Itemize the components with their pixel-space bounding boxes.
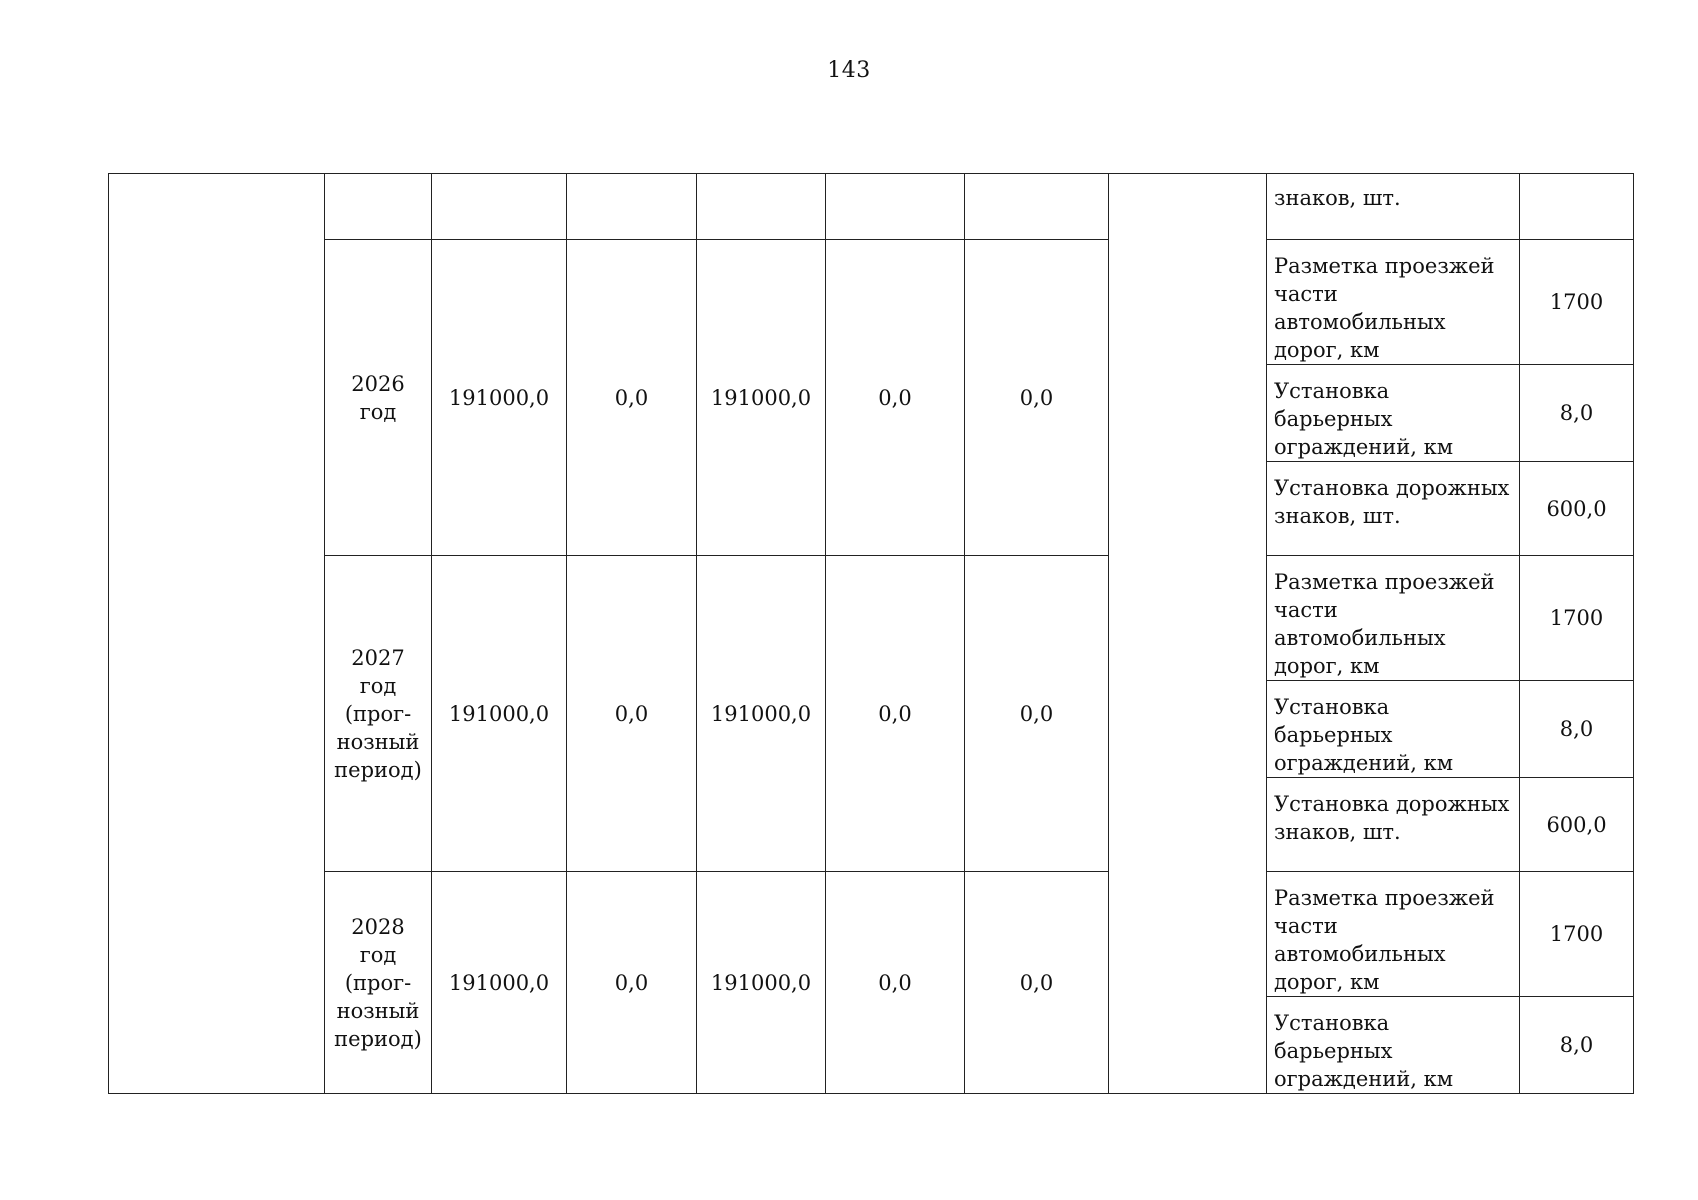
- cell-other: 0,0: [965, 240, 1109, 556]
- table-row-2026: [109, 240, 1634, 365]
- cell-empty: [325, 174, 432, 240]
- year-line: 2027: [351, 645, 405, 670]
- cell-year: [325, 872, 432, 1094]
- year-line: период): [334, 1026, 422, 1051]
- year-line: 2026: [351, 371, 405, 396]
- indicator-value: 1700: [1520, 556, 1634, 681]
- cell-local: 0,0: [826, 240, 965, 556]
- table-row-2027: [109, 556, 1634, 681]
- cell-other: 0,0: [965, 556, 1109, 872]
- indicator-label: Разметка проезжей части автомобильных дорог, км: [1267, 556, 1520, 681]
- indicator-value: 8,0: [1520, 681, 1634, 778]
- indicator-value: 8,0: [1520, 365, 1634, 462]
- cell-regional: 191000,0: [697, 240, 826, 556]
- indicator-value: 1700: [1520, 872, 1634, 997]
- indicator-value: 600,0: [1520, 778, 1634, 872]
- cell-empty: [826, 174, 965, 240]
- indicator-label: знаков, шт.: [1267, 174, 1520, 240]
- cell-local: 0,0: [826, 872, 965, 1094]
- year-line: год: [359, 673, 397, 698]
- indicator-label: Разметка проезжей части автомобильных дорог, км: [1267, 872, 1520, 997]
- cell-local: 0,0: [826, 556, 965, 872]
- indicator-label: Разметка проезжей части автомобильных дорог, км: [1267, 240, 1520, 365]
- cell-regional: 191000,0: [697, 872, 826, 1094]
- year-line: (прог-: [344, 701, 412, 726]
- cell-regional: 191000,0: [697, 556, 826, 872]
- cell-program-name: [109, 174, 325, 1094]
- year-line: период): [334, 757, 422, 782]
- indicator-label: Установка барьерных ограждений, км: [1267, 365, 1520, 462]
- budget-table: [108, 173, 1634, 1094]
- year-line: 2028: [351, 914, 405, 939]
- cell-year: [325, 556, 432, 872]
- indicator-label: Установка дорожных знаков, шт.: [1267, 778, 1520, 872]
- cell-federal: 0,0: [567, 872, 697, 1094]
- indicator-label: Установка барьерных ограждений, км: [1267, 997, 1520, 1094]
- cell-total: 191000,0: [432, 872, 567, 1094]
- table-row-continuation: [109, 174, 1634, 240]
- indicator-value: [1520, 174, 1634, 240]
- cell-empty: [965, 174, 1109, 240]
- page-number: 143: [827, 58, 871, 83]
- indicator-label: Установка барьерных ограждений, км: [1267, 681, 1520, 778]
- indicator-value: 1700: [1520, 240, 1634, 365]
- year-line: (прог-: [344, 970, 412, 995]
- year-line: нозный: [336, 998, 420, 1023]
- table-row-2028: [109, 872, 1634, 997]
- cell-executor: [1109, 174, 1267, 1094]
- year-line: нозный: [336, 729, 420, 754]
- indicator-value: 600,0: [1520, 462, 1634, 556]
- cell-total: 191000,0: [432, 240, 567, 556]
- cell-empty: [432, 174, 567, 240]
- cell-federal: 0,0: [567, 240, 697, 556]
- cell-federal: 0,0: [567, 556, 697, 872]
- cell-total: 191000,0: [432, 556, 567, 872]
- year-line: год: [359, 399, 397, 424]
- cell-empty: [697, 174, 826, 240]
- year-line: год: [359, 942, 397, 967]
- indicator-label: Установка дорожных знаков, шт.: [1267, 462, 1520, 556]
- cell-other: 0,0: [965, 872, 1109, 1094]
- cell-empty: [567, 174, 697, 240]
- cell-year: [325, 240, 432, 556]
- indicator-value: 8,0: [1520, 997, 1634, 1094]
